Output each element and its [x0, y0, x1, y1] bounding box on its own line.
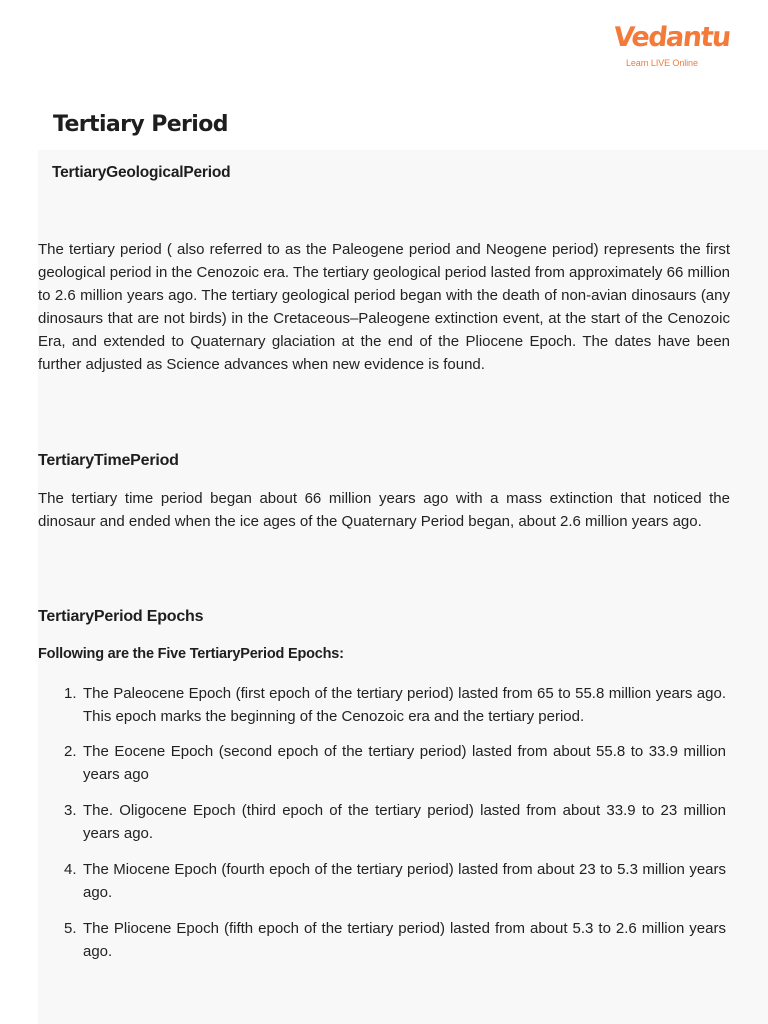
list-item-text: The. Oligocene Epoch (third epoch of the tertiary period) lasted from about 33.9 to 23 million years ago. — [83, 802, 726, 842]
list-item-text: The Pliocene Epoch (fifth epoch of the tertiary period) lasted from about 5.3 to 2.6 million years ago. — [83, 920, 726, 960]
list-item-text: The Miocene Epoch (fourth epoch of the tertiary period) lasted from about 23 to 5.3 million years ago. — [83, 861, 726, 901]
logo-wordmark: Vedantu — [612, 22, 732, 53]
vedantu-logo — [612, 22, 732, 72]
intro-paragraph: The tertiary period ( also referred to as the Paleogene period and Neogene period) represents the first geological period in the Cenozoic era. The tertiary geological period lasted from approximately 66 million to 2.6 million years ago. The tertiary geological period began with the death of non-avian dinosaurs (any dinosaurs that are not birds) in the Cretaceous–Paleogene extinction event, at the start of the Cenozoic Era, and extended to Quaternary glaciation at the end of the Pliocene Epoch. The dates have been further adjusted as Science advances when new evidence is found. — [38, 241, 730, 373]
list-item-number: 3. — [64, 802, 77, 819]
time-period-heading: TertiaryTimePeriod — [38, 452, 179, 469]
page-title: Tertiary Period — [53, 112, 228, 137]
epochs-heading: TertiaryPeriod Epochs — [38, 608, 204, 625]
list-item-text: The Paleocene Epoch (first epoch of the tertiary period) lasted from 65 to 55.8 million years ago. This epoch marks the beginning of the Cenozoic era and the tertiary period. — [83, 685, 726, 725]
list-item-number: 4. — [64, 861, 77, 878]
list-item-number: 5. — [64, 920, 77, 937]
list-item-text: The Eocene Epoch (second epoch of the tertiary period) lasted from about 55.8 to 33.9 million years ago — [83, 743, 726, 783]
logo-tagline: Learn LIVE Online — [626, 58, 698, 68]
time-period-paragraph: The tertiary time period began about 66 million years ago with a mass extinction that noticed the dinosaur and ended when the ice ages of the Quaternary Period began, about 2.6 million years ago. — [38, 490, 730, 530]
epochs-lead: Following are the Five TertiaryPeriod Epochs: — [38, 646, 344, 662]
list-item-number: 2. — [64, 743, 77, 760]
section-subtitle: TertiaryGeologicalPeriod — [52, 164, 231, 181]
list-item-number: 1. — [64, 685, 77, 702]
